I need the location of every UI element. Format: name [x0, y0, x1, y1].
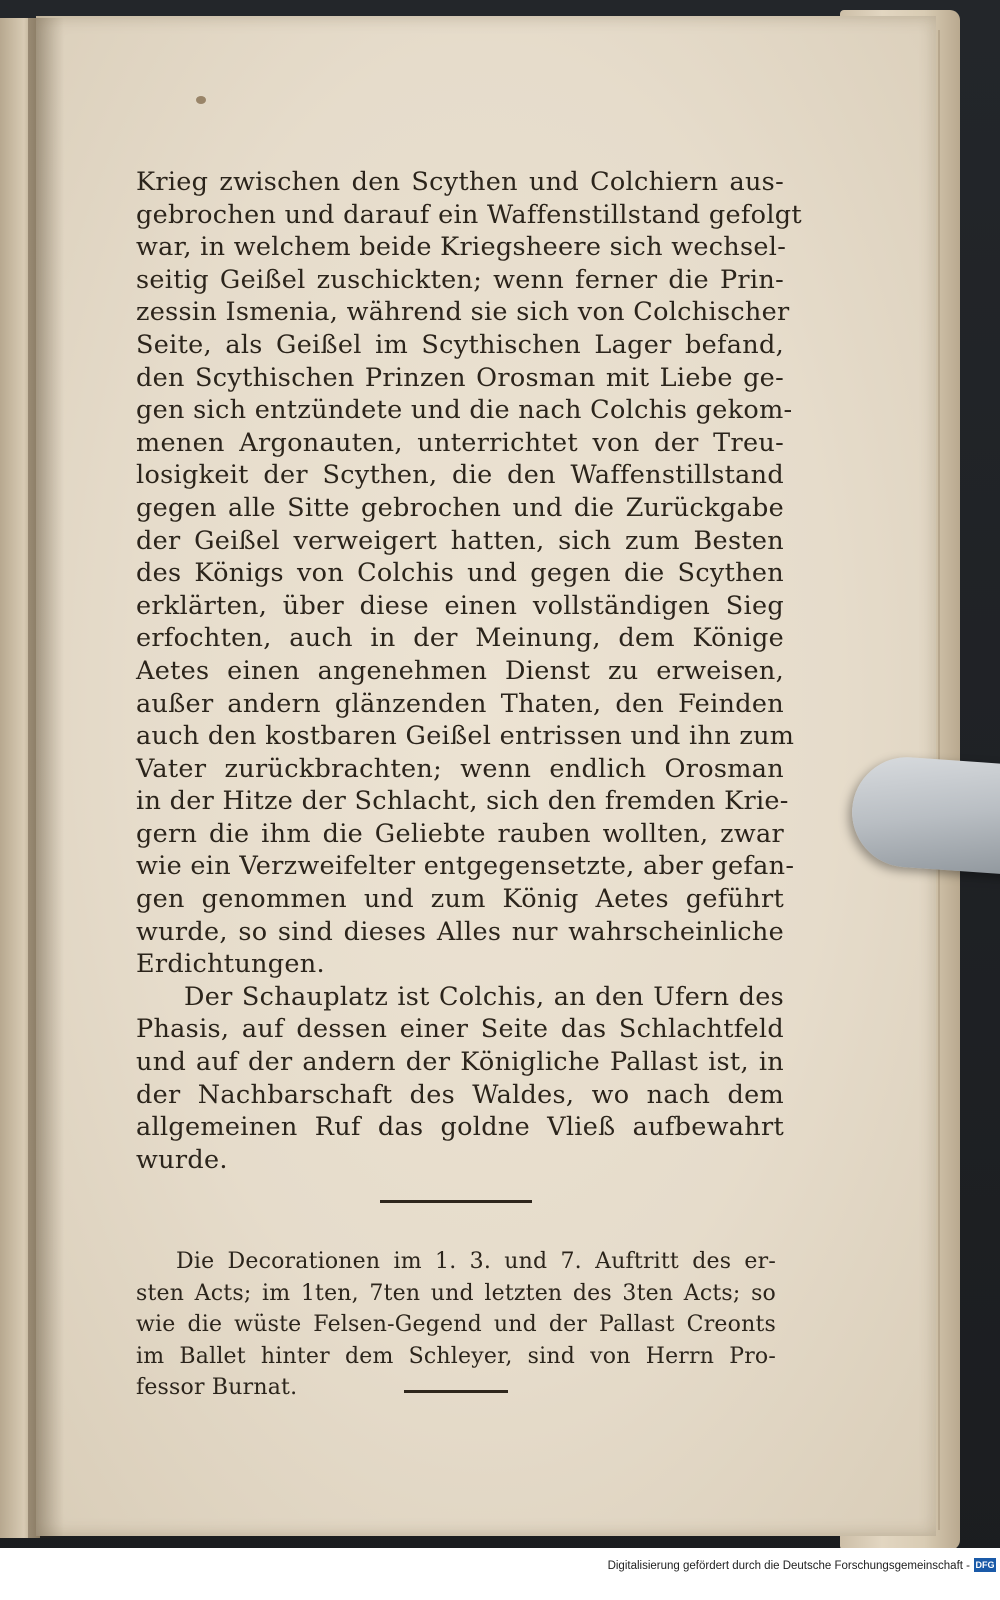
text-line: Der Schauplatz ist Colchis, an den Ufern des — [184, 981, 784, 1012]
text-line: und auf der andern der Königliche Pallast ist, in — [136, 1047, 784, 1078]
text-line: des Königs von Colchis und gegen die Scythen — [136, 558, 784, 589]
text-line: war, in welchem beide Kriegsheere sich wechsel- — [136, 232, 787, 263]
text-line: erklärten, über diese einen vollständigen Sieg — [136, 590, 784, 621]
text-line: wie die wüste Felsen-Gegend und der Pallast Creonts — [136, 1312, 776, 1337]
text-line: in der Hitze der Schlacht, sich den fremden Krie- — [136, 786, 789, 817]
text-line: wie ein Verzweifelter entgegensetzte, aber gefan- — [136, 851, 795, 882]
text-line: gegen alle Sitte gebrochen und die Zurückgabe — [136, 492, 784, 523]
gutter-shadow — [28, 18, 64, 1538]
text-line: der Nachbarschaft des Waldes, wo nach dem — [136, 1079, 784, 1110]
text-line: gern die ihm die Geliebte rauben wollten, zwar — [136, 818, 784, 849]
text-line: wurde, so sind dieses Alles nur wahrscheinliche — [136, 916, 784, 947]
text-line: Aetes einen angenehmen Dienst zu erweisen, — [136, 655, 784, 686]
text-line: sten Acts; im 1ten, 7ten und letzten des 3ten Acts; so — [136, 1280, 776, 1306]
text-line: fessor Burnat. — [136, 1375, 298, 1400]
text-line: gebrochen und darauf ein Waffenstillstand gefolgt — [136, 199, 802, 230]
footer-bar — [0, 1548, 1000, 1600]
paragraph-2 — [136, 981, 784, 1177]
text-line: seitig Geißel zuschickten; wenn ferner die Prin- — [136, 264, 784, 295]
text-line: wurde. — [136, 1144, 228, 1175]
text-line: Phasis, auf dessen einer Seite das Schlachtfeld — [136, 1014, 784, 1045]
text-line: Vater zurückbrachten; wenn endlich Orosman — [136, 753, 784, 784]
main-text — [136, 166, 802, 1176]
text-line: im Ballet hinter dem Schleyer, sind von Herrn Pro- — [136, 1343, 776, 1369]
footer-credit: Digitalisierung gefördert durch die Deutsche Forschungsgemeinschaft - — [607, 1560, 970, 1572]
paragraph-1 — [136, 166, 802, 981]
text-line: den Scythischen Prinzen Orosman mit Liebe ge- — [136, 362, 784, 393]
section-divider — [380, 1200, 532, 1203]
text-line: gen genommen und zum König Aetes geführt — [136, 884, 784, 915]
end-divider — [404, 1390, 508, 1393]
dfg-logo: DFG — [975, 1560, 995, 1570]
text-line: Die Decorationen im 1. 3. und 7. Auftritt des er- — [176, 1249, 776, 1274]
text-line: zessin Ismenia, während sie sich von Colchischer — [136, 297, 790, 328]
text-line: Seite, als Geißel im Scythischen Lager befand, — [136, 329, 784, 360]
ink-stain — [196, 96, 206, 104]
text-line: erfochten, auch in der Meinung, dem Könige — [136, 623, 784, 654]
text-line: Krieg zwischen den Scythen und Colchiern aus- — [136, 167, 784, 197]
text-line: gen sich entzündete und die nach Colchis gekom- — [136, 395, 793, 426]
text-line: allgemeinen Ruf das goldne Vließ aufbewahrt — [136, 1112, 784, 1143]
text-line: menen Argonauten, unterrichtet von der Treu- — [136, 427, 784, 458]
text-line: der Geißel verweigert hatten, sich zum Besten — [136, 525, 784, 556]
decorations-note — [136, 1246, 776, 1404]
text-line: außer andern glänzenden Thaten, den Feinden — [136, 688, 784, 719]
text-line: auch den kostbaren Geißel entrissen und ihn zum — [136, 721, 795, 752]
text-line: losigkeit der Scythen, die den Waffenstillstand — [136, 460, 784, 491]
text-line: Erdichtungen. — [136, 949, 325, 980]
